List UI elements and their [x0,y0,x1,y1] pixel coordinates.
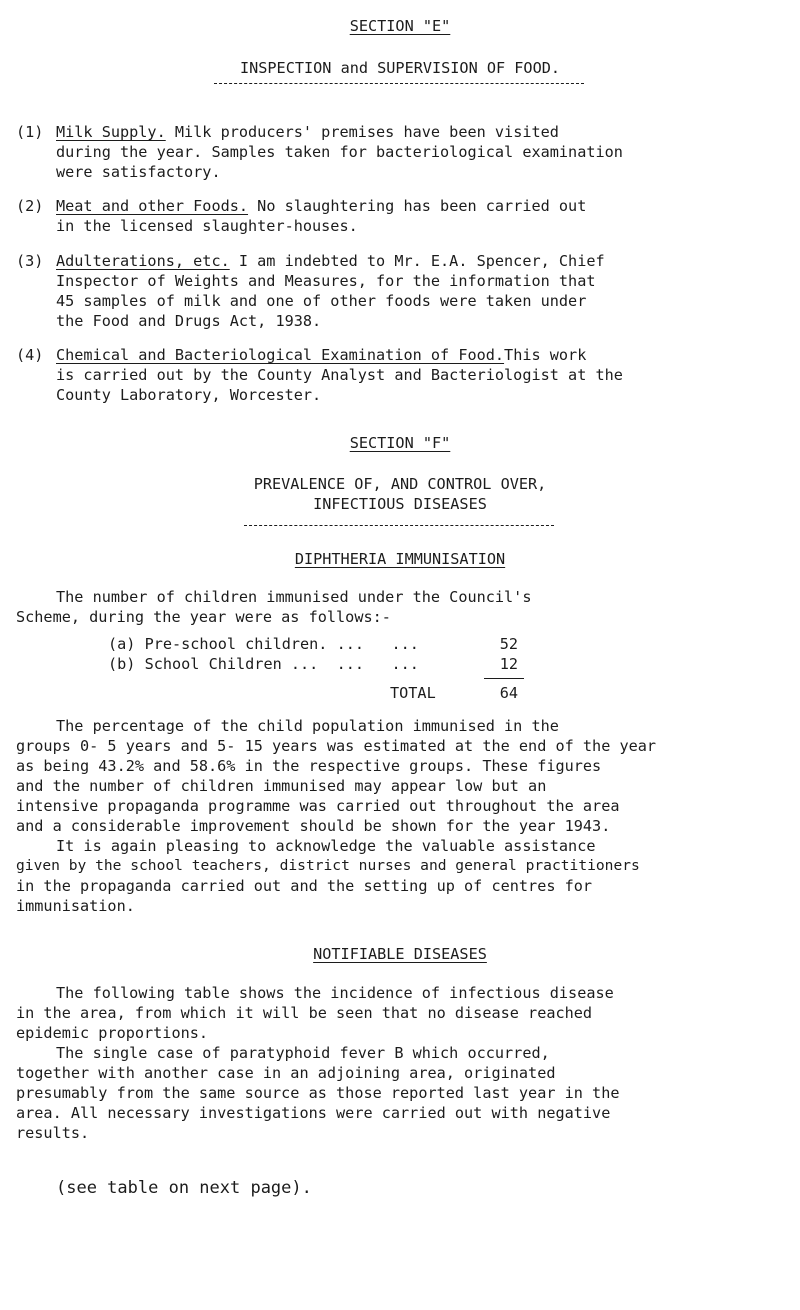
item-lead: Milk Supply. [56,123,166,141]
notifiable-heading: NOTIFIABLE DISEASES [313,945,487,963]
notifiable-para-line: The single case of paratyphoid fever B which occurred, [56,1044,550,1062]
item-line [56,251,605,271]
section-f-title-line2: INFECTIOUS DISEASES [313,495,487,513]
diphtheria-para-line: intensive propaganda programme was carried out throughout the area [16,797,620,815]
diphtheria-para-line: and the number of children immunised may appear low but an [16,777,547,795]
section-f-title-line1: PREVALENCE OF, AND CONTROL OVER, [253,475,547,493]
total-rule [484,678,524,679]
notifiable-para-line: The following table shows the incidence of infectious disease [56,984,614,1002]
item-lead: Adulterations, etc. [56,252,230,270]
diphtheria-para-line: in the propaganda carried out and the setting up of centres for [16,877,593,895]
title-rule [214,83,584,84]
diphtheria-para-line: as being 43.2% and 58.6% in the respective groups. These figures [16,757,602,775]
item-text: No slaughtering has been carried out [248,197,587,215]
item-marker: (2) [16,197,44,215]
footer-note: (see table on next page). [56,1178,312,1198]
diphtheria-para-line: given by the school teachers, district nurses and general practitioners [16,857,640,874]
item-line: in the licensed slaughter-houses. [56,217,358,235]
notifiable-para-line: results. [16,1124,90,1142]
item-text: I am indebted to Mr. E.A. Spencer, Chief [229,252,605,270]
immunisation-row-value: 12 [499,655,518,673]
item-marker: (4) [16,346,44,364]
section-e-heading: SECTION "E" [349,17,451,35]
item-lead: Meat and other Foods. [56,197,249,215]
item-line: County Laboratory, Worcester. [56,386,322,404]
notifiable-para-line: presumably from the same source as those reported last year in the [16,1084,620,1102]
item-line: is carried out by the County Analyst and Bacteriologist at the [56,366,623,384]
item-line: 45 samples of milk and one of other foods were taken under [56,292,587,310]
notifiable-para-line: together with another case in an adjoining area, originated [16,1064,556,1082]
item-text: This work [504,346,587,364]
notifiable-para-line: epidemic proportions. [16,1024,209,1042]
diphtheria-para-line: The percentage of the child population immunised in the [56,717,559,735]
section-f-rule [244,525,554,526]
item-line [56,196,586,216]
total-label: TOTAL [390,684,436,702]
item-marker: (1) [16,123,44,141]
section-f-heading: SECTION "F" [349,434,451,452]
item-line [56,345,586,365]
diphtheria-heading: DIPHTHERIA IMMUNISATION [294,550,506,568]
immunisation-row-value: 52 [499,635,518,653]
item-line: Inspector of Weights and Measures, for the information that [56,272,596,290]
item-line: during the year. Samples taken for bacteriological examination [56,143,623,161]
total-value: 64 [499,684,518,702]
item-text: Milk producers' premises have been visited [165,123,559,141]
item-lead: Chemical and Bacteriological Examination of Food. [56,346,505,364]
diphtheria-para-line: and a considerable improvement should be shown for the year 1943. [16,817,611,835]
immunisation-row-label: (b) School Children ... ... ... [108,655,419,673]
diphtheria-intro: Scheme, during the year were as follows:- [16,608,391,626]
section-e-title: INSPECTION and SUPERVISION OF FOOD. [239,59,561,77]
item-line [56,122,559,142]
diphtheria-para-line: It is again pleasing to acknowledge the valuable assistance [56,837,596,855]
item-marker: (3) [16,252,44,270]
immunisation-row-label: (a) Pre-school children. ... ... [108,635,419,653]
diphtheria-para-line: groups 0- 5 years and 5- 15 years was estimated at the end of the year [16,737,657,755]
item-line: were satisfactory. [56,163,221,181]
notifiable-para-line: in the area, from which it will be seen that no disease reached [16,1004,593,1022]
diphtheria-intro: The number of children immunised under the Council's [56,588,532,606]
item-line: the Food and Drugs Act, 1938. [56,312,322,330]
notifiable-para-line: area. All necessary investigations were carried out with negative [16,1104,611,1122]
diphtheria-para-line: immunisation. [16,897,135,915]
